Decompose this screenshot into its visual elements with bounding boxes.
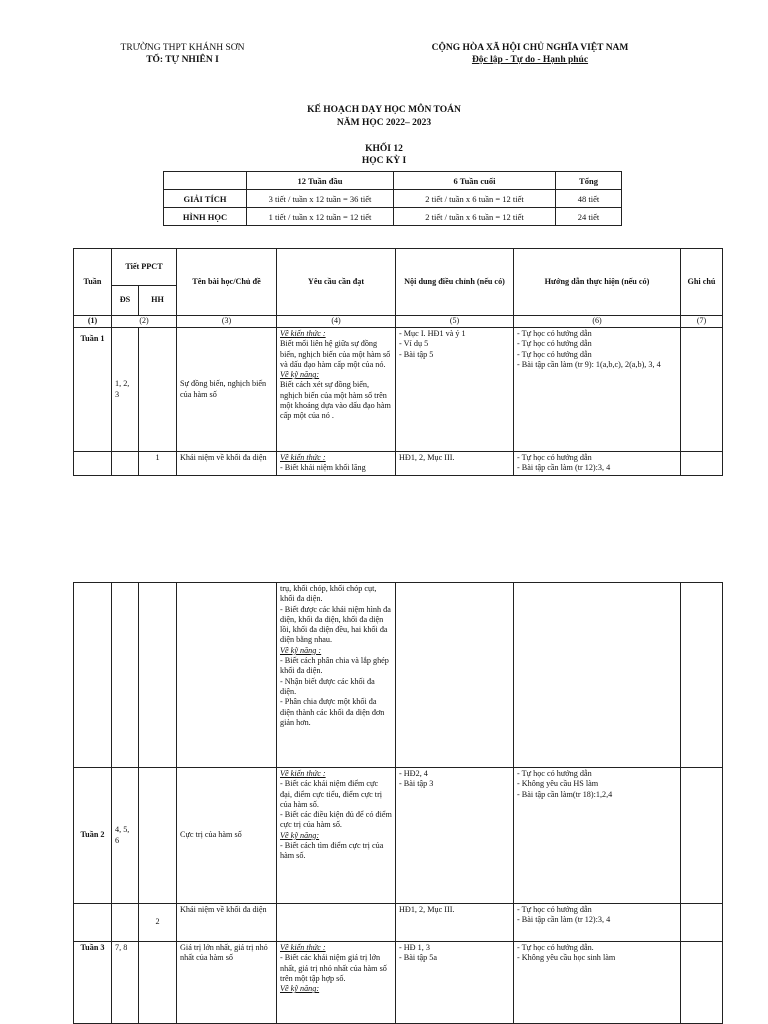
req-line: Về kỹ năng: bbox=[280, 984, 320, 994]
lesson-cell: Sự đồng biến, nghịch biến của hàm số bbox=[177, 328, 277, 452]
ds-cell: 4, 5, 6 bbox=[112, 768, 139, 904]
ds-cell bbox=[112, 452, 139, 476]
requirement-cell bbox=[277, 768, 396, 904]
week-cell: Tuần 2 bbox=[74, 768, 112, 904]
guide-cell bbox=[514, 768, 681, 904]
note-cell bbox=[681, 452, 723, 476]
requirement-cell bbox=[277, 583, 396, 768]
lesson-cell: Khái niệm về khối đa diện bbox=[177, 452, 277, 476]
adjust-line: - Ví dụ 5 bbox=[399, 339, 429, 349]
ds-cell bbox=[112, 583, 139, 768]
adjust-cell bbox=[396, 583, 514, 768]
header-ds: ĐS bbox=[112, 286, 139, 316]
guide-line: - Tự học có hướng dẫn bbox=[517, 453, 592, 462]
header-adjust: Nội dung điều chỉnh (nếu có) bbox=[396, 249, 514, 316]
summary-header-cell: Tổng bbox=[556, 172, 622, 190]
req-line: - Biết các khái niệm giá trị lớn nhất, giá trị nhỏ nhất của hàm số trên một tập hợp số. bbox=[280, 953, 387, 983]
guide-line: - Bài tập cần làm (tr 12):3, 4 bbox=[517, 915, 611, 925]
summary-header-cell: 12 Tuần đầu bbox=[247, 172, 394, 190]
guide-line: - Tự học có hướng dẫn bbox=[517, 905, 592, 914]
req-line: - Biết các khái niệm điểm cực đại, điểm cực tiểu, điểm cực trị của hàm số. bbox=[280, 779, 383, 809]
lesson-cell: Khái niệm về khối đa diện bbox=[177, 904, 277, 942]
req-line: Biết cách xét sự đồng biến, nghịch biến của một hàm số trên một khoảng dựa vào dấu đạo hàm cấp một của nó . bbox=[280, 380, 391, 421]
table-row bbox=[74, 328, 723, 452]
adjust-line: - Mục I. HĐ1 và ý 1 bbox=[399, 329, 466, 338]
requirement-cell bbox=[277, 452, 396, 476]
table-row bbox=[74, 942, 723, 1024]
table-row bbox=[74, 583, 723, 768]
grade-title: KHỐI 12 bbox=[365, 144, 403, 154]
adjust-cell bbox=[396, 942, 514, 1024]
group-name: TỔ: TỰ NHIÊN I bbox=[146, 55, 219, 65]
req-line: Biết mối liên hệ giữa sự đồng biến, nghịch biến của một hàm số và dấu đạo hàm cấp một của nó. bbox=[280, 339, 391, 369]
col-number: (1) bbox=[74, 316, 112, 328]
col-number: (7) bbox=[681, 316, 723, 328]
adjust-cell bbox=[396, 452, 514, 476]
table-row bbox=[74, 768, 723, 904]
guide-cell bbox=[514, 452, 681, 476]
req-line: Về kỹ năng : bbox=[280, 645, 322, 655]
col-number: (6) bbox=[514, 316, 681, 328]
requirement-cell bbox=[277, 904, 396, 942]
lesson-cell: Giá trị lớn nhất, giá trị nhỏ nhất của hàm số bbox=[177, 942, 277, 1024]
summary-header-cell: 6 Tuần cuối bbox=[394, 172, 556, 190]
hh-cell bbox=[139, 942, 177, 1024]
school-year: NĂM HỌC 2022– 2023 bbox=[336, 118, 432, 128]
guide-line: - Tự học có hướng dẫn bbox=[517, 339, 592, 349]
req-line: Về kiến thức : bbox=[280, 329, 326, 338]
lesson-cell: Cực trị của hàm số bbox=[177, 768, 277, 904]
header-week: Tuần bbox=[74, 249, 112, 316]
plan-title: KẾ HOẠCH DẠY HỌC MÔN TOÁN bbox=[307, 105, 461, 115]
req-line: trụ, khối chóp, khối chóp cụt, khối đa diện. bbox=[280, 584, 377, 604]
requirement-cell bbox=[277, 942, 396, 1024]
country-name: CỘNG HÒA XÃ HỘI CHỦ NGHĨA VIỆT NAM bbox=[431, 43, 629, 53]
table-header-row bbox=[74, 249, 723, 286]
header-hh: HH bbox=[139, 286, 177, 316]
header-note: Ghi chú bbox=[681, 249, 723, 316]
col-number: (2) bbox=[112, 316, 177, 328]
req-line: Về kiến thức : bbox=[280, 453, 326, 462]
adjust-line: - HĐ 1, 3 bbox=[399, 943, 430, 952]
semester-title: HỌC KỲ I bbox=[361, 156, 407, 166]
adjust-cell bbox=[396, 904, 514, 942]
req-line: Về kiến thức : bbox=[280, 769, 326, 778]
summary-header-cell bbox=[164, 172, 247, 190]
week-cell bbox=[74, 452, 112, 476]
week-cell bbox=[74, 904, 112, 942]
req-line: - Biết cách tìm điểm cực trị của hàm số. bbox=[280, 841, 384, 861]
req-line: Về kỹ năng: bbox=[280, 370, 320, 380]
adjust-line: HĐ1, 2, Mục III. bbox=[399, 453, 455, 462]
req-line: Về kỹ năng: bbox=[280, 830, 320, 840]
summary-cell: 1 tiết / tuần x 12 tuần = 12 tiết bbox=[247, 208, 394, 226]
header-ppct: Tiết PPCT bbox=[112, 249, 177, 286]
req-line: - Biết cách phân chia và lắp ghép khối đa diện. bbox=[280, 656, 389, 676]
plan-table-page-1 bbox=[73, 248, 723, 476]
summary-row bbox=[164, 208, 622, 226]
hh-cell bbox=[139, 768, 177, 904]
lesson-cell bbox=[177, 583, 277, 768]
week-cell: Tuần 3 bbox=[74, 942, 112, 1024]
table-row bbox=[74, 452, 723, 476]
col-number: (5) bbox=[396, 316, 514, 328]
national-header bbox=[400, 42, 660, 66]
school-name: TRƯỜNG THPT KHÁNH SƠN bbox=[120, 43, 245, 53]
summary-cell: 48 tiết bbox=[556, 190, 622, 208]
summary-table bbox=[163, 171, 622, 226]
header-requirement: Yêu cầu cần đạt bbox=[277, 249, 396, 316]
guide-line: - Bài tập cần làm (tr 9): 1(a,b,c), 2(a,b), 3, 4 bbox=[517, 359, 661, 369]
guide-line: - Tự học có hướng dẫn bbox=[517, 349, 592, 359]
summary-cell: 2 tiết / tuần x 6 tuần = 12 tiết bbox=[394, 208, 556, 226]
guide-cell bbox=[514, 583, 681, 768]
guide-cell bbox=[514, 942, 681, 1024]
col-number: (4) bbox=[277, 316, 396, 328]
note-cell bbox=[681, 768, 723, 904]
week-cell bbox=[74, 583, 112, 768]
summary-cell: 2 tiết / tuần x 6 tuần = 12 tiết bbox=[394, 190, 556, 208]
column-number-row bbox=[74, 316, 723, 328]
summary-cell: 24 tiết bbox=[556, 208, 622, 226]
note-cell bbox=[681, 583, 723, 768]
adjust-line: - Bài tập 5a bbox=[399, 953, 437, 963]
req-line: - Phân chia được một khối đa diện thành các khối đa diện đơn giản hơn. bbox=[280, 697, 385, 727]
hh-cell bbox=[139, 583, 177, 768]
ds-cell: 7, 8 bbox=[112, 942, 139, 1024]
summary-cell: 3 tiết / tuần x 12 tuần = 36 tiết bbox=[247, 190, 394, 208]
header-guide: Hướng dẫn thực hiện (nếu có) bbox=[514, 249, 681, 316]
guide-cell bbox=[514, 904, 681, 942]
req-line: Về kiến thức : bbox=[280, 943, 326, 952]
hh-cell bbox=[139, 328, 177, 452]
req-line: - Biết được các khái niệm hình đa diện, khối đa diện, khối đa diện lồi, khối đa diện đều, hai khối đa diện bằng nhau. bbox=[280, 604, 391, 645]
table-row bbox=[74, 904, 723, 942]
adjust-cell bbox=[396, 768, 514, 904]
week-cell: Tuần 1 bbox=[74, 328, 112, 452]
adjust-line: - Bài tập 5 bbox=[399, 349, 434, 359]
guide-line: - Tự học có hướng dẫn bbox=[517, 329, 592, 338]
col-number: (3) bbox=[177, 316, 277, 328]
requirement-cell bbox=[277, 328, 396, 452]
note-cell bbox=[681, 904, 723, 942]
req-line: - Biết khái niệm khối lăng bbox=[280, 463, 366, 473]
header-lesson: Tên bài học/Chủ đề bbox=[177, 249, 277, 316]
plan-table-page-2 bbox=[73, 582, 723, 1024]
req-line: - Nhận biết được các khối đa diện. bbox=[280, 676, 375, 696]
summary-subject: GIẢI TÍCH bbox=[164, 190, 247, 208]
note-cell bbox=[681, 942, 723, 1024]
summary-subject: HÌNH HỌC bbox=[164, 208, 247, 226]
hh-cell: 2 bbox=[139, 904, 177, 942]
guide-line: - Tự học có hướng dẫn. bbox=[517, 943, 594, 952]
adjust-line: HĐ1, 2, Mục III. bbox=[399, 905, 455, 914]
guide-line: - Không yêu cầu học sinh làm bbox=[517, 953, 616, 963]
summary-header-row bbox=[164, 172, 622, 190]
adjust-cell bbox=[396, 328, 514, 452]
note-cell bbox=[681, 328, 723, 452]
req-line: - Biết các điều kiện đủ để có điểm cực trị của hàm số. bbox=[280, 810, 392, 830]
ds-cell: 1, 2, 3 bbox=[112, 328, 139, 452]
hh-cell: 1 bbox=[139, 452, 177, 476]
school-header bbox=[90, 42, 275, 66]
adjust-line: - Bài tập 3 bbox=[399, 779, 434, 789]
guide-line: - Tự học có hướng dẫn bbox=[517, 769, 592, 778]
guide-line: - Bài tập cần làm (tr 12):3, 4 bbox=[517, 463, 611, 473]
ds-cell bbox=[112, 904, 139, 942]
motto: Độc lập - Tự do - Hạnh phúc bbox=[471, 55, 589, 65]
summary-row bbox=[164, 190, 622, 208]
guide-line: - Không yêu cầu HS làm bbox=[517, 779, 599, 789]
guide-cell bbox=[514, 328, 681, 452]
guide-line: - Bài tập cần làm(tr 18):1,2,4 bbox=[517, 789, 613, 799]
adjust-line: - HĐ2, 4 bbox=[399, 769, 428, 778]
